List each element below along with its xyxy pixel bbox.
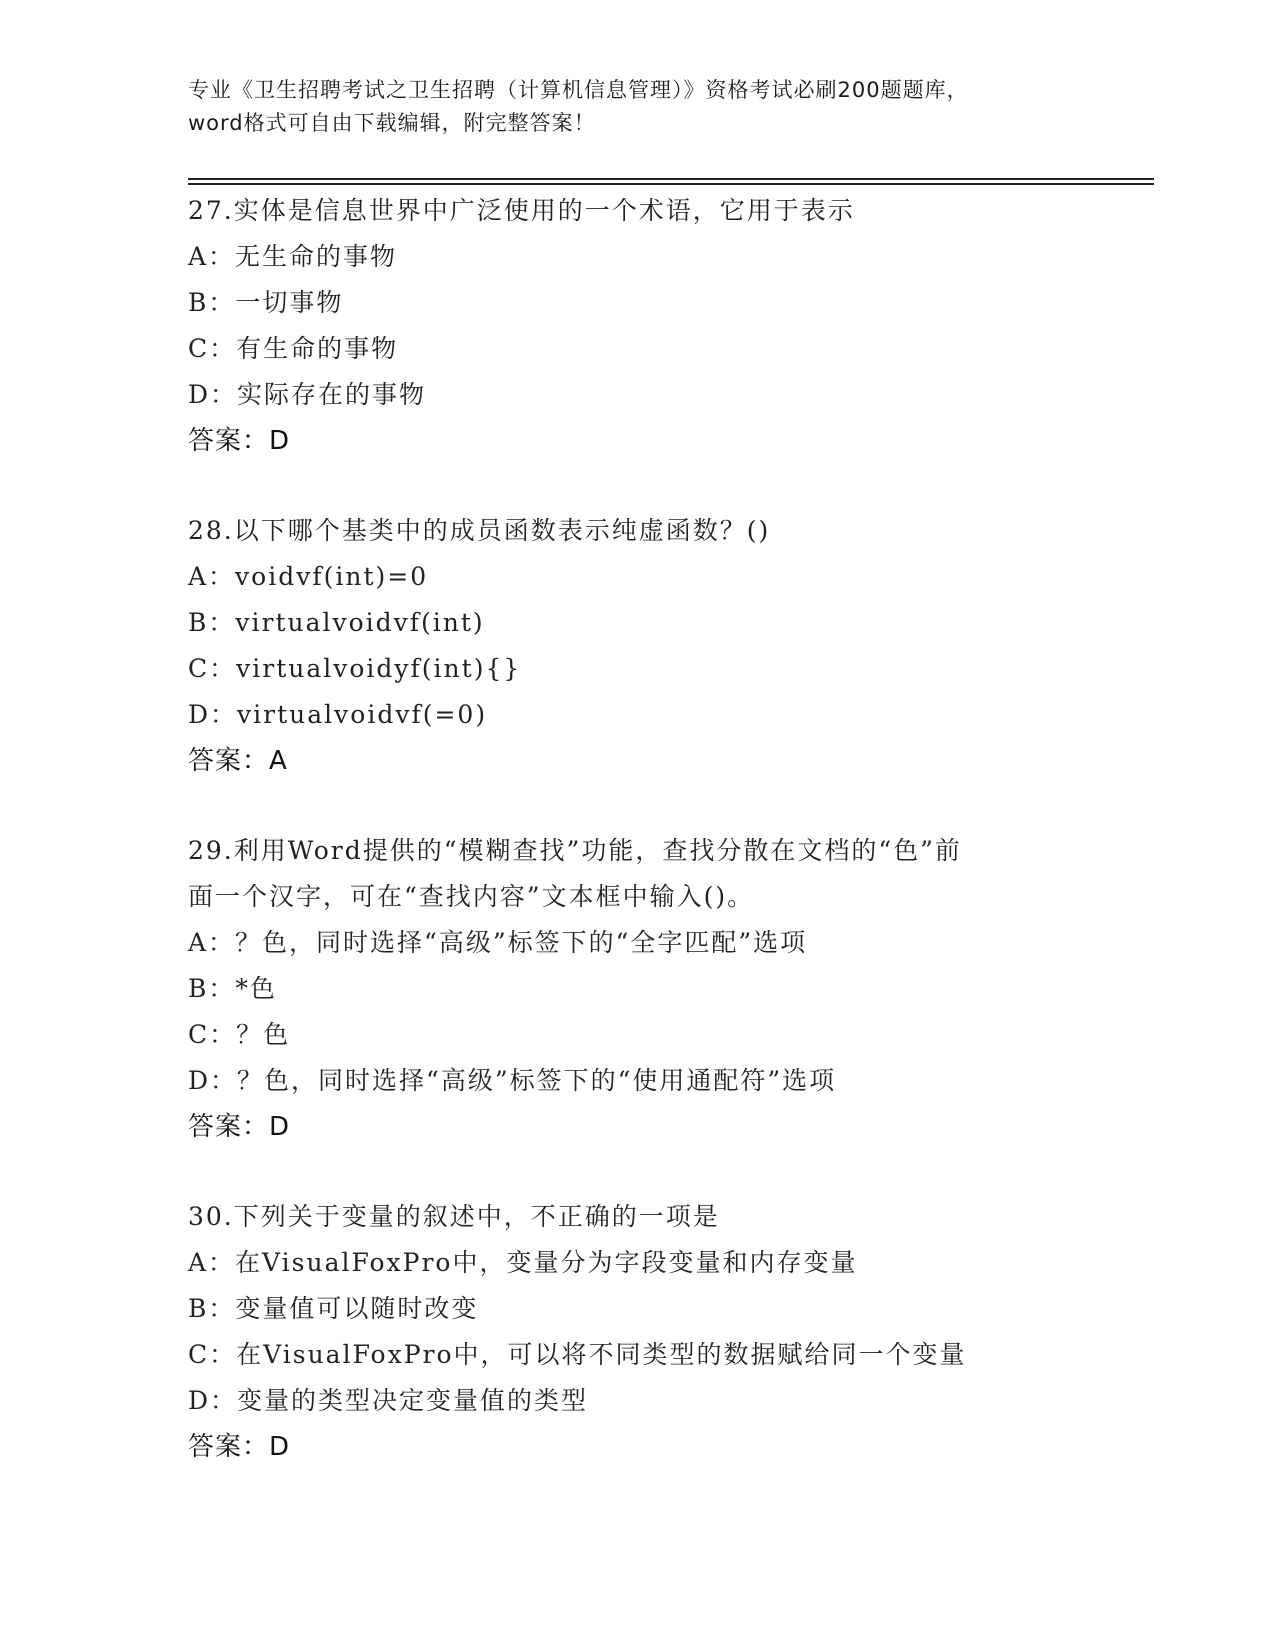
question-stem-continued: 面一个汉字，可在“查找内容”文本框中输入()。 [188, 882, 755, 911]
option-b: B：*色 [188, 974, 277, 1003]
question-29 [188, 828, 1088, 1150]
answer-label: 答案：D [188, 426, 291, 456]
option-b: B：变量值可以随时改变 [188, 1294, 479, 1323]
option-d: D：？色，同时选择“高级”标签下的“使用通配符”选项 [188, 1066, 837, 1095]
option-b: B：一切事物 [188, 288, 344, 317]
option-c: C：virtualvoidyf(int){} [188, 654, 522, 683]
answer-label: 答案：D [188, 1112, 291, 1142]
option-d: D：变量的类型决定变量值的类型 [188, 1386, 589, 1415]
option-a: A：voidvf(int)=0 [188, 562, 429, 591]
question-28 [188, 508, 1088, 784]
option-c: C：？色 [188, 1020, 291, 1049]
question-stem: 29.利用Word提供的“模糊查找”功能，查找分散在文档的“色”前 [188, 836, 962, 865]
option-d: D：virtualvoidvf(=0) [188, 700, 488, 729]
question-27 [188, 188, 1088, 464]
question-stem: 27.实体是信息世界中广泛使用的一个术语，它用于表示 [188, 196, 855, 225]
option-a: A：在VisualFoxPro中，变量分为字段变量和内存变量 [188, 1248, 858, 1277]
header-line-1: 专业《卫生招聘考试之卫生招聘（计算机信息管理）》资格考试必刷200题题库， [188, 78, 969, 102]
question-30 [188, 1194, 1088, 1470]
answer-label: 答案：D [188, 1432, 291, 1462]
option-a: A：？色，同时选择“高级”标签下的“全字匹配”选项 [188, 928, 808, 957]
option-c: C：有生命的事物 [188, 334, 399, 363]
option-d: D：实际存在的事物 [188, 380, 427, 409]
header-divider-bottom [188, 183, 1154, 185]
option-b: B：virtualvoidvf(int) [188, 608, 485, 637]
document-header [188, 74, 1088, 140]
answer-label: 答案：A [188, 746, 288, 776]
header-line-2: word格式可自由下载编辑，附完整答案！ [188, 111, 596, 135]
header-divider-top [188, 178, 1154, 180]
question-stem: 30.下列关于变量的叙述中，不正确的一项是 [188, 1202, 720, 1231]
question-stem: 28.以下哪个基类中的成员函数表示纯虚函数？() [188, 516, 771, 545]
option-a: A：无生命的事物 [188, 242, 398, 271]
option-c: C：在VisualFoxPro中，可以将不同类型的数据赋给同一个变量 [188, 1340, 967, 1369]
